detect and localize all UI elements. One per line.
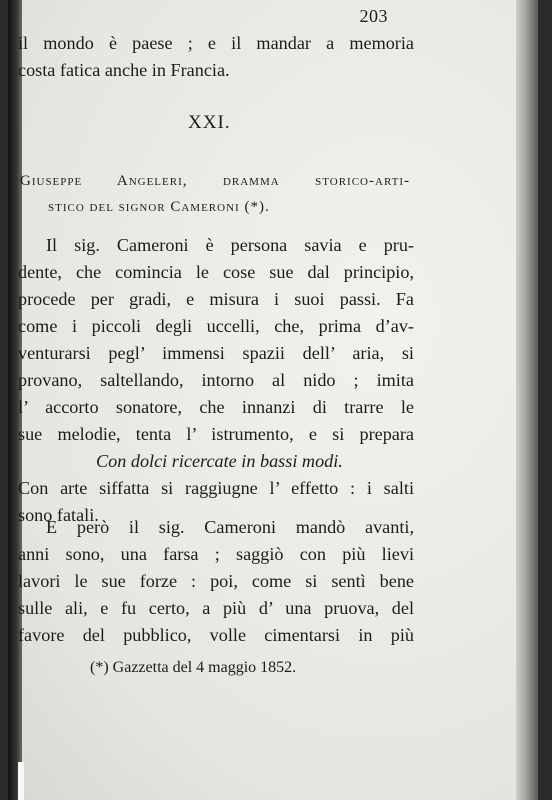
footnote: (*) Gazzetta del 4 maggio 1852. bbox=[90, 659, 297, 676]
text-line: procede per gradi, e misura i suoi passi. Fa bbox=[18, 289, 414, 309]
section-title bbox=[20, 168, 410, 220]
page-edge bbox=[516, 0, 538, 800]
scan-mark bbox=[18, 762, 24, 800]
text-line: costa fatica anche in Francia. bbox=[18, 60, 230, 80]
text-line: lavori le sue forze : poi, come si sentì bene bbox=[18, 571, 414, 591]
section-number: XXI. bbox=[188, 112, 231, 133]
text-line: provano, saltellando, intorno al nido ; imita bbox=[18, 370, 414, 390]
paragraph-1 bbox=[18, 232, 414, 529]
text-line: il mondo è paese ; e il mandar a memoria bbox=[18, 33, 414, 53]
text-line: l’ accorto sonatore, che innanzi di trarre le bbox=[18, 397, 414, 417]
title-line: stico del signor Cameroni (*). bbox=[48, 199, 270, 215]
text-line: sono fatali. bbox=[18, 505, 99, 525]
text-line: anni sono, una farsa ; saggiò con più lievi bbox=[18, 544, 414, 564]
page-number: 203 bbox=[359, 6, 388, 26]
text-line: Con arte siffatta si raggiugne l’ effetto : i salti bbox=[18, 478, 414, 498]
text-line: dente, che comincia le cose sue dal principio, bbox=[18, 262, 414, 282]
text-line: sue melodie, tenta l’ istrumento, e si prepara bbox=[18, 424, 414, 444]
text-line: E però il sig. Cameroni mandò avanti, bbox=[46, 517, 414, 537]
text-line: venturarsi pegl’ immensi spazii dell’ aria, si bbox=[18, 343, 414, 363]
book-page bbox=[8, 0, 538, 800]
text-line: sulle ali, e fu certo, a più d’ una pruova, del bbox=[18, 598, 414, 618]
title-line: Giuseppe Angeleri, dramma storico-arti- bbox=[20, 173, 410, 189]
text-line: Il sig. Cameroni è persona savia e pru- bbox=[46, 235, 414, 255]
text-line: favore del pubblico, volle cimentarsi in più bbox=[18, 625, 414, 645]
text-line: come i piccoli degli uccelli, che, prima d’av- bbox=[18, 316, 414, 336]
top-lines bbox=[18, 30, 414, 84]
paragraph-2 bbox=[18, 514, 414, 649]
quote-line: Con dolci ricercate in bassi modi. bbox=[96, 451, 343, 471]
